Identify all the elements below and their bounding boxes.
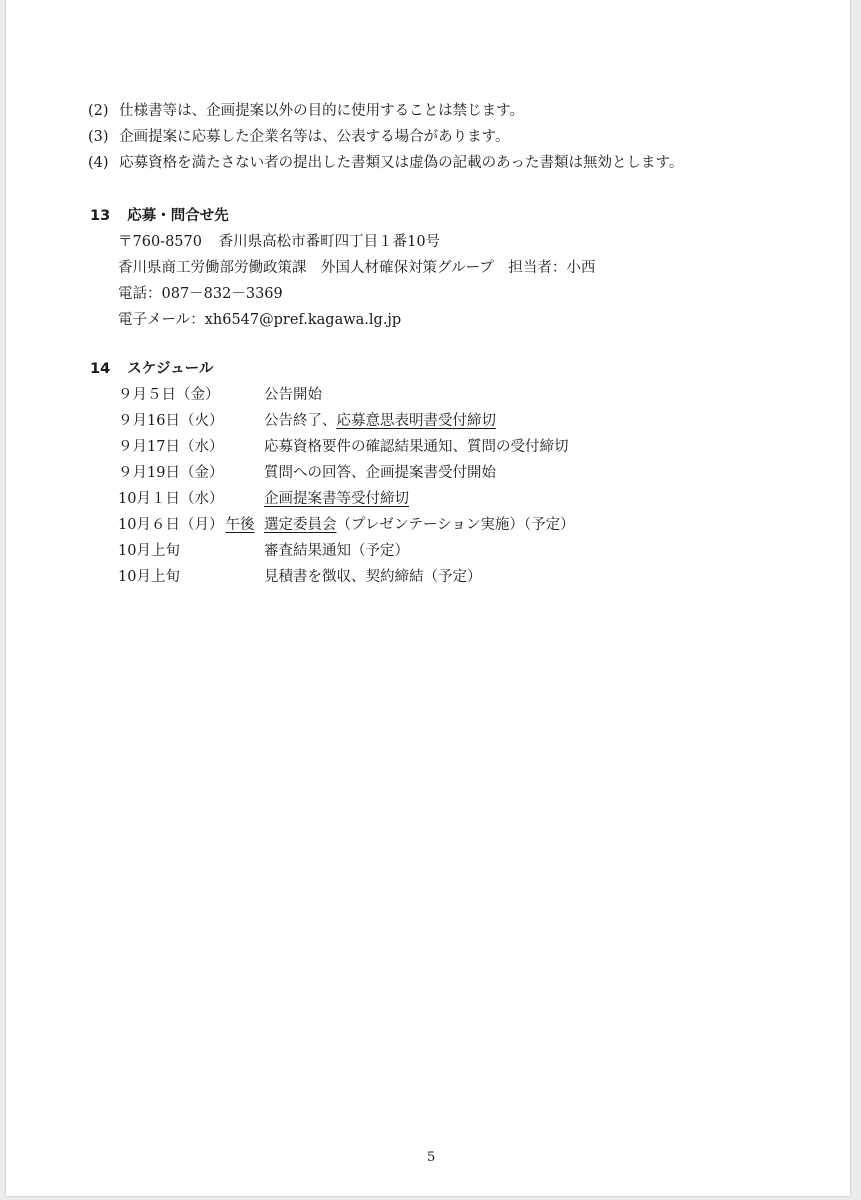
section-number: 13: [90, 208, 111, 224]
event-text: （プレゼンテーション実施）（予定）: [336, 517, 575, 533]
schedule-row: [118, 567, 180, 587]
schedule-date: 10月１日（水）: [118, 491, 224, 507]
schedule-row: [118, 437, 223, 457]
schedule-row: [118, 541, 180, 561]
schedule-event: [264, 567, 482, 587]
section-title: 応募・問合せ先: [127, 208, 229, 224]
note-number: (3): [88, 129, 109, 145]
note-item: [88, 153, 683, 173]
contact-phone: 電話：087－832－3369: [118, 286, 283, 302]
note-number: (2): [88, 103, 109, 119]
schedule-event: [264, 541, 409, 561]
section-title: スケジュール: [127, 361, 214, 377]
event-text: 審査結果通知（予定）: [264, 543, 409, 559]
schedule-event: [264, 489, 409, 509]
schedule-date: 10月６日（月）: [118, 517, 224, 533]
schedule-date: 10月上旬: [118, 543, 180, 559]
schedule-date: ９月17日（水）: [118, 439, 224, 455]
schedule-event: [264, 411, 496, 431]
schedule-date: 10月上旬: [118, 569, 180, 585]
event-underlined-text: 企画提案書等受付締切: [264, 491, 409, 507]
schedule-row: [118, 489, 223, 509]
schedule-row: [118, 385, 220, 405]
schedule-date: ９月16日（火）: [118, 413, 224, 429]
note-text: 仕様書等は、企画提案以外の目的に使用することは禁じます。: [119, 103, 524, 119]
note-text: 企画提案に応募した企業名等は、公表する場合があります。: [119, 129, 510, 145]
document-page: [6, 0, 850, 1196]
note-text: 応募資格を満たさない者の提出した書類又は虚偽の記載のあった書類は無効とします。: [119, 155, 684, 171]
note-item: [88, 127, 510, 147]
event-underlined-text: 選定委員会: [264, 517, 337, 533]
event-underlined-text: 応募意思表明書受付締切: [336, 413, 496, 429]
event-text: 公告開始: [264, 387, 322, 403]
note-number: (4): [88, 155, 109, 171]
note-item: [88, 101, 524, 121]
schedule-event: [264, 463, 496, 483]
event-text: 公告終了、: [264, 413, 337, 429]
contact-email: 電子メール：xh6547@pref.kagawa.lg.jp: [118, 312, 402, 328]
contact-address: [118, 232, 440, 252]
event-text: 応募資格要件の確認結果通知、質問の受付締切: [264, 439, 569, 455]
section-number: 14: [90, 361, 111, 377]
schedule-event: [264, 385, 322, 405]
schedule-time: 午後: [225, 517, 255, 533]
contact-department: 香川県商工労働部労働政策課 外国人材確保対策グループ 担当者：小西: [118, 260, 596, 276]
section-14-heading: [90, 359, 213, 379]
page-number: 5: [427, 1150, 436, 1165]
postal-code: 〒760-8570: [118, 234, 202, 250]
address-text: 香川県高松市番町四丁目１番10号: [218, 234, 441, 250]
event-text: 見積書を徴収、契約締結（予定）: [264, 569, 482, 585]
schedule-row: [118, 463, 223, 483]
schedule-event: [264, 437, 569, 457]
schedule-event: [264, 515, 575, 535]
schedule-row: [118, 411, 223, 431]
schedule-date: ９月19日（金）: [118, 465, 224, 481]
schedule-date: ９月５日（金）: [118, 387, 220, 403]
schedule-row: [118, 515, 254, 535]
event-text: 質問への回答、企画提案書受付開始: [264, 465, 496, 481]
section-13-heading: [90, 206, 229, 226]
